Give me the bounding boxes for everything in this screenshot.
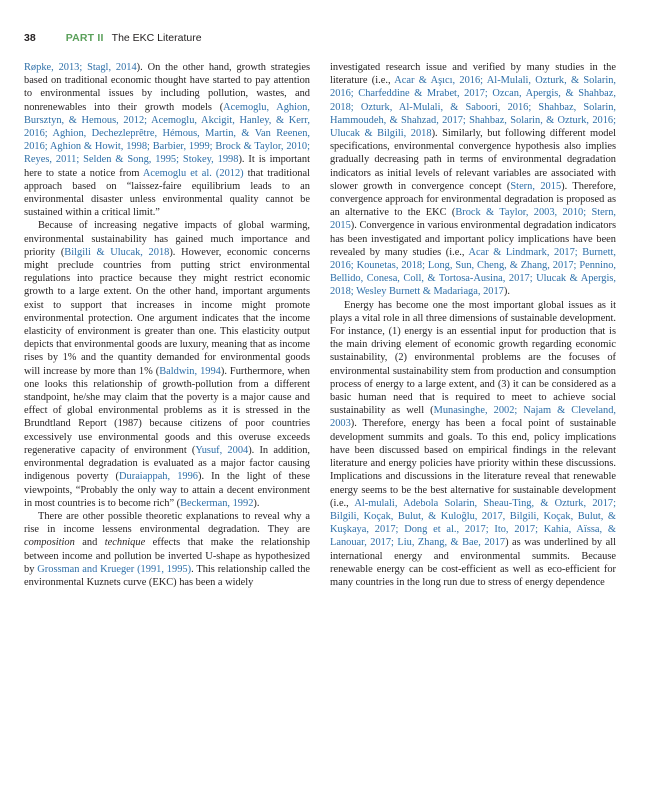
body-text: and (74, 537, 105, 549)
citation-link[interactable]: Acemoglu, Aghion, Bursztyn, & Hemous, 2012; Acemoglu, Akcigit, Hanley, & Kerr, 2016; Aghion, Dechezleprêtre, Hémous, Martin, & Van Reenen, 2016; Aghion & Howit, 1998; Barbier, 1999; Brock & Taylor, 2010; Reyes, 2011; Selden & Song, 1995; Stokey, 1998 (24, 101, 310, 166)
right-column (330, 61, 616, 589)
body-text: that traditional approach based on “laissez-faire equilibrium leads to an environmental disaster unless environmental quality cannot be sustained within a critical limit.” (24, 167, 311, 219)
paragraph (24, 61, 310, 219)
citation-link[interactable]: Duraiappah, 1996 (119, 471, 198, 483)
body-text: ). Therefore, convergence approach for environmental degradation is proposed as an alternative to the EKC ( (330, 180, 616, 219)
chapter-title: The EKC Literature (111, 32, 202, 44)
body-text: ). In addition, environmental degradation is evaluated as a major factor causing indigenous poverty ( (24, 444, 310, 483)
citation-link[interactable]: Bilgili & Ulucak, 2018 (64, 246, 170, 258)
body-text: ). However, economic concerns might preclude countries from putting strict environmental regulations into practice because they might restrict economic growth to a large extent. On the other hand, important arguments exist to support that increases in income might promote environmental protection. One argument indicates that the income elasticity of environment is greater than one. This elasticity output depicts that environmental goods are luxury, meaning that as income rises by 1% and the quantity demanded for environmental goods will increase by more than 1% ( (24, 246, 310, 377)
citation-link[interactable]: Al-mulali, Adebola Solarin, Sheau-Ting, & Ozturk, 2017; Bilgili, Koçak, Bulut, & Kuloğlu, 2017, Bilgili, Koçak, Bulut, & Kuşkaya, 2017; Dong et al., 2017; Ito, 2017; Kahia, Aïssa, & Lanouar, 2017; Liu, Zhang, & Bae, 2017 (330, 497, 616, 549)
body-text: . This relationship called the environmental Kuznets curve (EKC) has been a widely (24, 563, 311, 588)
body-text: ). Convergence in various environmental degradation indicators has been investigated and important policy implications have been revealed by many studies (i.e., (330, 220, 616, 258)
paragraph (24, 510, 310, 589)
body-text: There are other possible theoretic explanations to reveal why a rise in income lessens environmental degradation. They are (24, 510, 310, 536)
body-text: ). Therefore, energy has been a focal point of sustainable development summits and goals. To this end, policy implications have been discussed based on empirical findings in the relevant literature and energy policies have priority within these discussions. Implications and discussions in the literature reveal that renewable energy seems to be the best alternative for sustainable development (i.e., (330, 418, 616, 509)
body-text: ). Furthermore, when one looks this relationship of growth-pollution from a different standpoint, he/she may claim that the poverty is a major cause and effect of global environmental problems as it is stressed in the Brundtland Report (1987) because citizens of poor countries excessively use environmental goods and this overuse exceeds regenerative capacity of environment ( (24, 365, 310, 456)
body-text: ). (503, 286, 510, 298)
body-text: effects that make the relationship between income and pollution be inverted U-shape as hypothesized by (24, 537, 310, 575)
citation-link[interactable]: Yusuf, 2004 (195, 444, 249, 456)
body-text: ) as was underlined by all international energy and environmental summits. Because renewable energy can be cost-efficient as well as eco-efficient for many countries in the long run due to stress of energy dependence (330, 537, 616, 588)
citation-link[interactable]: Røpke, 2013; Stagl, 2014 (24, 62, 137, 73)
citation-link[interactable]: Munasinghe, 2002; Najam & Cleveland, 2003 (330, 405, 616, 430)
body-text: Because of increasing negative impacts of global warming, environmental sustainability has gained much importance and priority ( (24, 220, 310, 258)
citation-link[interactable]: Brock & Taylor, 2003, 2010; Stern, 2015 (330, 207, 616, 232)
body-text: ). Similarly, but following different model specifications, environmental convergence hypothesis also implies gradually decreasing path in terms of environmental degradation indicators as initial levels of relevant variables are associated with slower growth in convergence concept ( (330, 128, 616, 192)
italic-term: composition (24, 537, 75, 549)
left-column (24, 61, 310, 589)
body-text: investigated research issue and verified by many studies in the literature (i.e., (330, 62, 616, 87)
citation-link[interactable]: Acemoglu et al. (2012) (142, 167, 244, 179)
citation-link[interactable]: Acar & Lindmark, 2017; Burnett, 2016; Kounetas, 2018; Long, Sun, Cheng, & Zhang, 2017; Pennino, Bellido, Conesa, Coll, & Tortosa-Ausina, 2017; Ulucak & Apergis, 2018; Wesley Burnett & Madariaga, 2017 (330, 246, 616, 298)
paragraph (24, 219, 310, 509)
body-text: ). (253, 497, 260, 509)
running-header (24, 32, 202, 46)
body-text: ). It is important here to state a notice from (24, 154, 310, 179)
citation-link[interactable]: Stern, 2015 (510, 180, 562, 192)
part-label: PART II (65, 32, 104, 44)
paragraph (330, 299, 616, 589)
citation-link[interactable]: Baldwin, 1994 (159, 365, 221, 377)
citation-link[interactable]: Grossman and Krueger (1991, 1995) (37, 563, 192, 575)
italic-term: technique (104, 537, 146, 549)
paragraph (330, 61, 616, 299)
body-text: ). In the light of these viewpoints, “Probably the only way to attain a decent environment in most countries is to become rich” ( (24, 471, 311, 509)
body-text: ). On the other hand, growth strategies based on traditional economic thought have started to pay attention to environmental issues by including pollution, wastes, and nonrenewables into their growth models ( (24, 62, 310, 113)
citation-link[interactable]: Acar & Aşıcı, 2016; Al-Mulali, Ozturk, & Solarin, 2016; Charfeddine & Mrabet, 2017; Ozcan, Apergis, & Shahbaz, 2018; Ozturk, Al-Mulali, & Saboori, 2016; Shahbaz, Solarin, Hammoudeh, & Shahzad, 2017; Shahbaz, Solarin, & Ozturk, 2016; Ulucak & Bilgili, 2018 (330, 75, 616, 140)
page-number: 38 (24, 32, 36, 44)
citation-link[interactable]: Beckerman, 1992 (180, 497, 254, 509)
body-text: Energy has become one the most important global issues as it plays a vital role in all three dimensions of sustainable development. For instance, (1) energy is an essential input for production that is the main driving element of economic growth regarding economic sustainability, (2) environmental problems are the focuses of environmental sustainability stem from production and consumption process of energy to a large extent, and (3) it can be considered as a basic human need that is required to meet to achieve social sustainability as well ( (330, 299, 616, 417)
